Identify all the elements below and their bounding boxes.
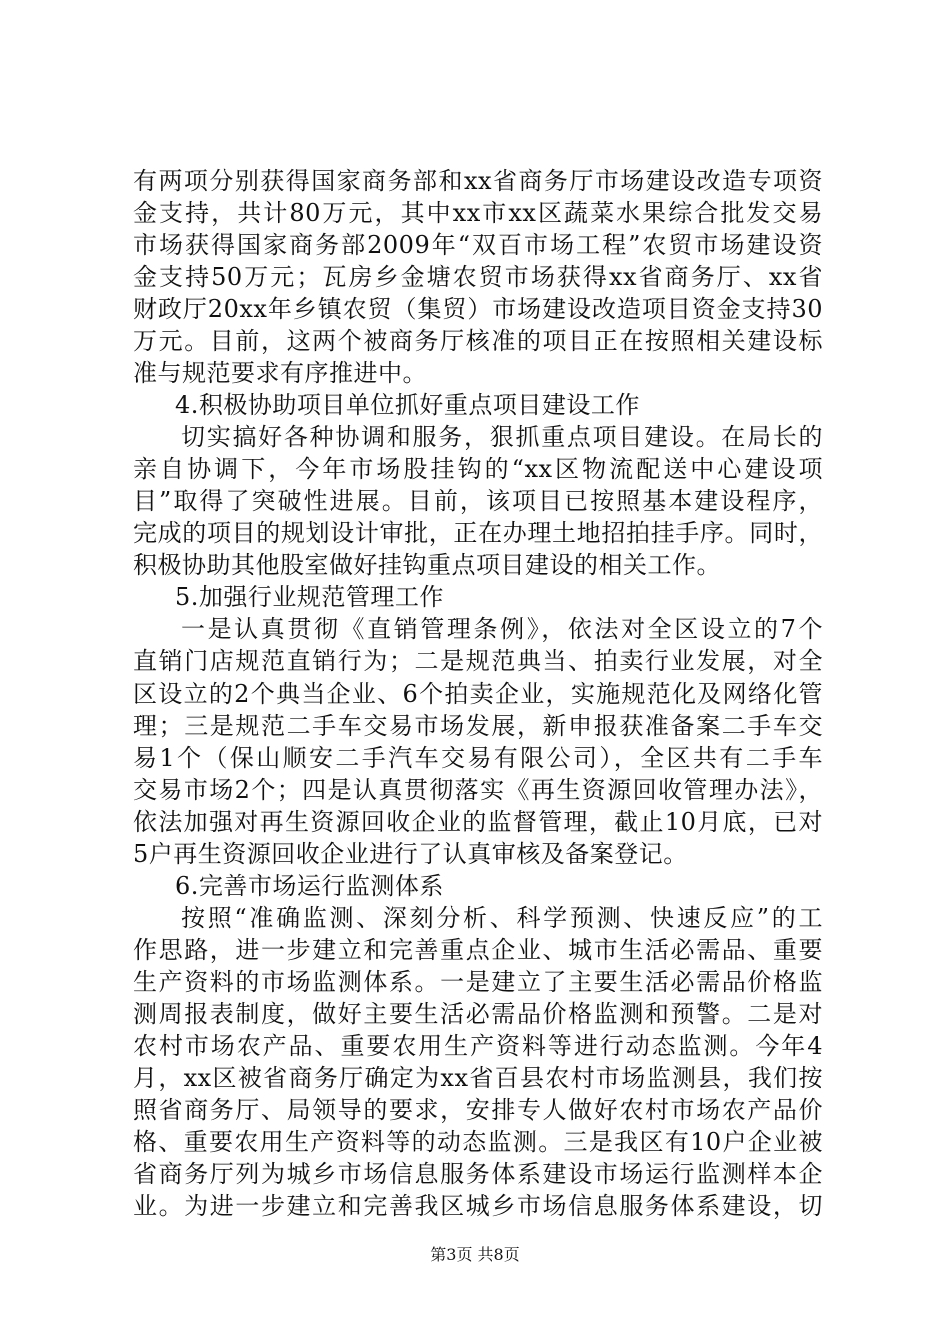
page-footer: 第3页 共8页 bbox=[430, 1245, 520, 1264]
body-text-line: 金支持50万元；瓦房乡金塘农贸市场获得xx省商务厅、xx省 bbox=[133, 263, 823, 291]
body-text-line: 财政厅20xx年乡镇农贸（集贸）市场建设改造项目资金支持30 bbox=[133, 295, 823, 323]
body-text-line: 万元。目前，这两个被商务厅核准的项目正在按照相关建设标 bbox=[133, 327, 823, 355]
body-text-line: 依法加强对再生资源回收企业的监督管理，截止10月底，已对 bbox=[133, 808, 823, 836]
section-heading: 5.加强行业规范管理工作 bbox=[175, 583, 444, 611]
body-text-line: 目”取得了突破性进展。目前，该项目已按照基本建设程序， bbox=[133, 487, 823, 515]
body-text-line: 一是认真贯彻《直销管理条例》，依法对全区设立的7个 bbox=[181, 615, 823, 643]
section-heading: 4.积极协助项目单位抓好重点项目建设工作 bbox=[175, 391, 640, 419]
body-text-line: 切实搞好各种协调和服务，狠抓重点项目建设。在局长的 bbox=[181, 423, 823, 451]
body-text-line: 业。为进一步建立和完善我区城乡市场信息服务体系建设，切 bbox=[133, 1192, 823, 1220]
body-text-line: 交易市场2个；四是认真贯彻落实《再生资源回收管理办法》， bbox=[133, 776, 823, 804]
body-text-line: 有两项分别获得国家商务部和xx省商务厅市场建设改造专项资 bbox=[133, 167, 823, 195]
body-text-line: 5户再生资源回收企业进行了认真审核及备案登记。 bbox=[133, 840, 688, 868]
body-text-line: 作思路，进一步建立和完善重点企业、城市生活必需品、重要 bbox=[133, 936, 823, 964]
body-text-line: 省商务厅列为城乡市场信息服务体系建设市场运行监测样本企 bbox=[133, 1160, 823, 1188]
body-text-line: 市场获得国家商务部2009年“双百市场工程”农贸市场建设资 bbox=[133, 231, 823, 259]
body-text-line: 格、重要农用生产资料等的动态监测。三是我区有10户企业被 bbox=[133, 1128, 823, 1156]
body-text-line: 易1个（保山顺安二手汽车交易有限公司），全区共有二手车 bbox=[133, 744, 823, 772]
body-text-line: 直销门店规范直销行为；二是规范典当、拍卖行业发展，对全 bbox=[133, 647, 823, 675]
body-text-line: 测周报表制度，做好主要生活必需品价格监测和预警。二是对 bbox=[133, 1000, 823, 1028]
body-text-line: 亲自协调下，今年市场股挂钩的“xx区物流配送中心建设项 bbox=[133, 455, 823, 483]
section-heading: 6.完善市场运行监测体系 bbox=[175, 872, 444, 900]
body-text-line: 照省商务厅、局领导的要求，安排专人做好农村市场农产品价 bbox=[133, 1096, 823, 1124]
body-text-line: 农村市场农产品、重要农用生产资料等进行动态监测。今年4 bbox=[133, 1032, 823, 1060]
body-text-line: 金支持，共计80万元，其中xx市xx区蔬菜水果综合批发交易 bbox=[133, 199, 823, 227]
body-text-line: 按照“准确监测、深刻分析、科学预测、快速反应”的工 bbox=[181, 904, 823, 932]
body-text-line: 生产资料的市场监测体系。一是建立了主要生活必需品价格监 bbox=[133, 968, 823, 996]
body-text-line: 完成的项目的规划设计审批，正在办理土地招拍挂手序。同时， bbox=[133, 519, 823, 547]
body-text-line: 积极协助其他股室做好挂钩重点项目建设的相关工作。 bbox=[133, 551, 721, 579]
body-text-line: 月，xx区被省商务厅确定为xx省百县农村市场监测县，我们按 bbox=[133, 1064, 823, 1092]
body-text-line: 准与规范要求有序推进中。 bbox=[133, 359, 427, 387]
body-text-line: 区设立的2个典当企业、6个拍卖企业，实施规范化及网络化管 bbox=[133, 680, 823, 708]
body-text-line: 理；三是规范二手车交易市场发展，新申报获准备案二手车交 bbox=[133, 712, 823, 740]
